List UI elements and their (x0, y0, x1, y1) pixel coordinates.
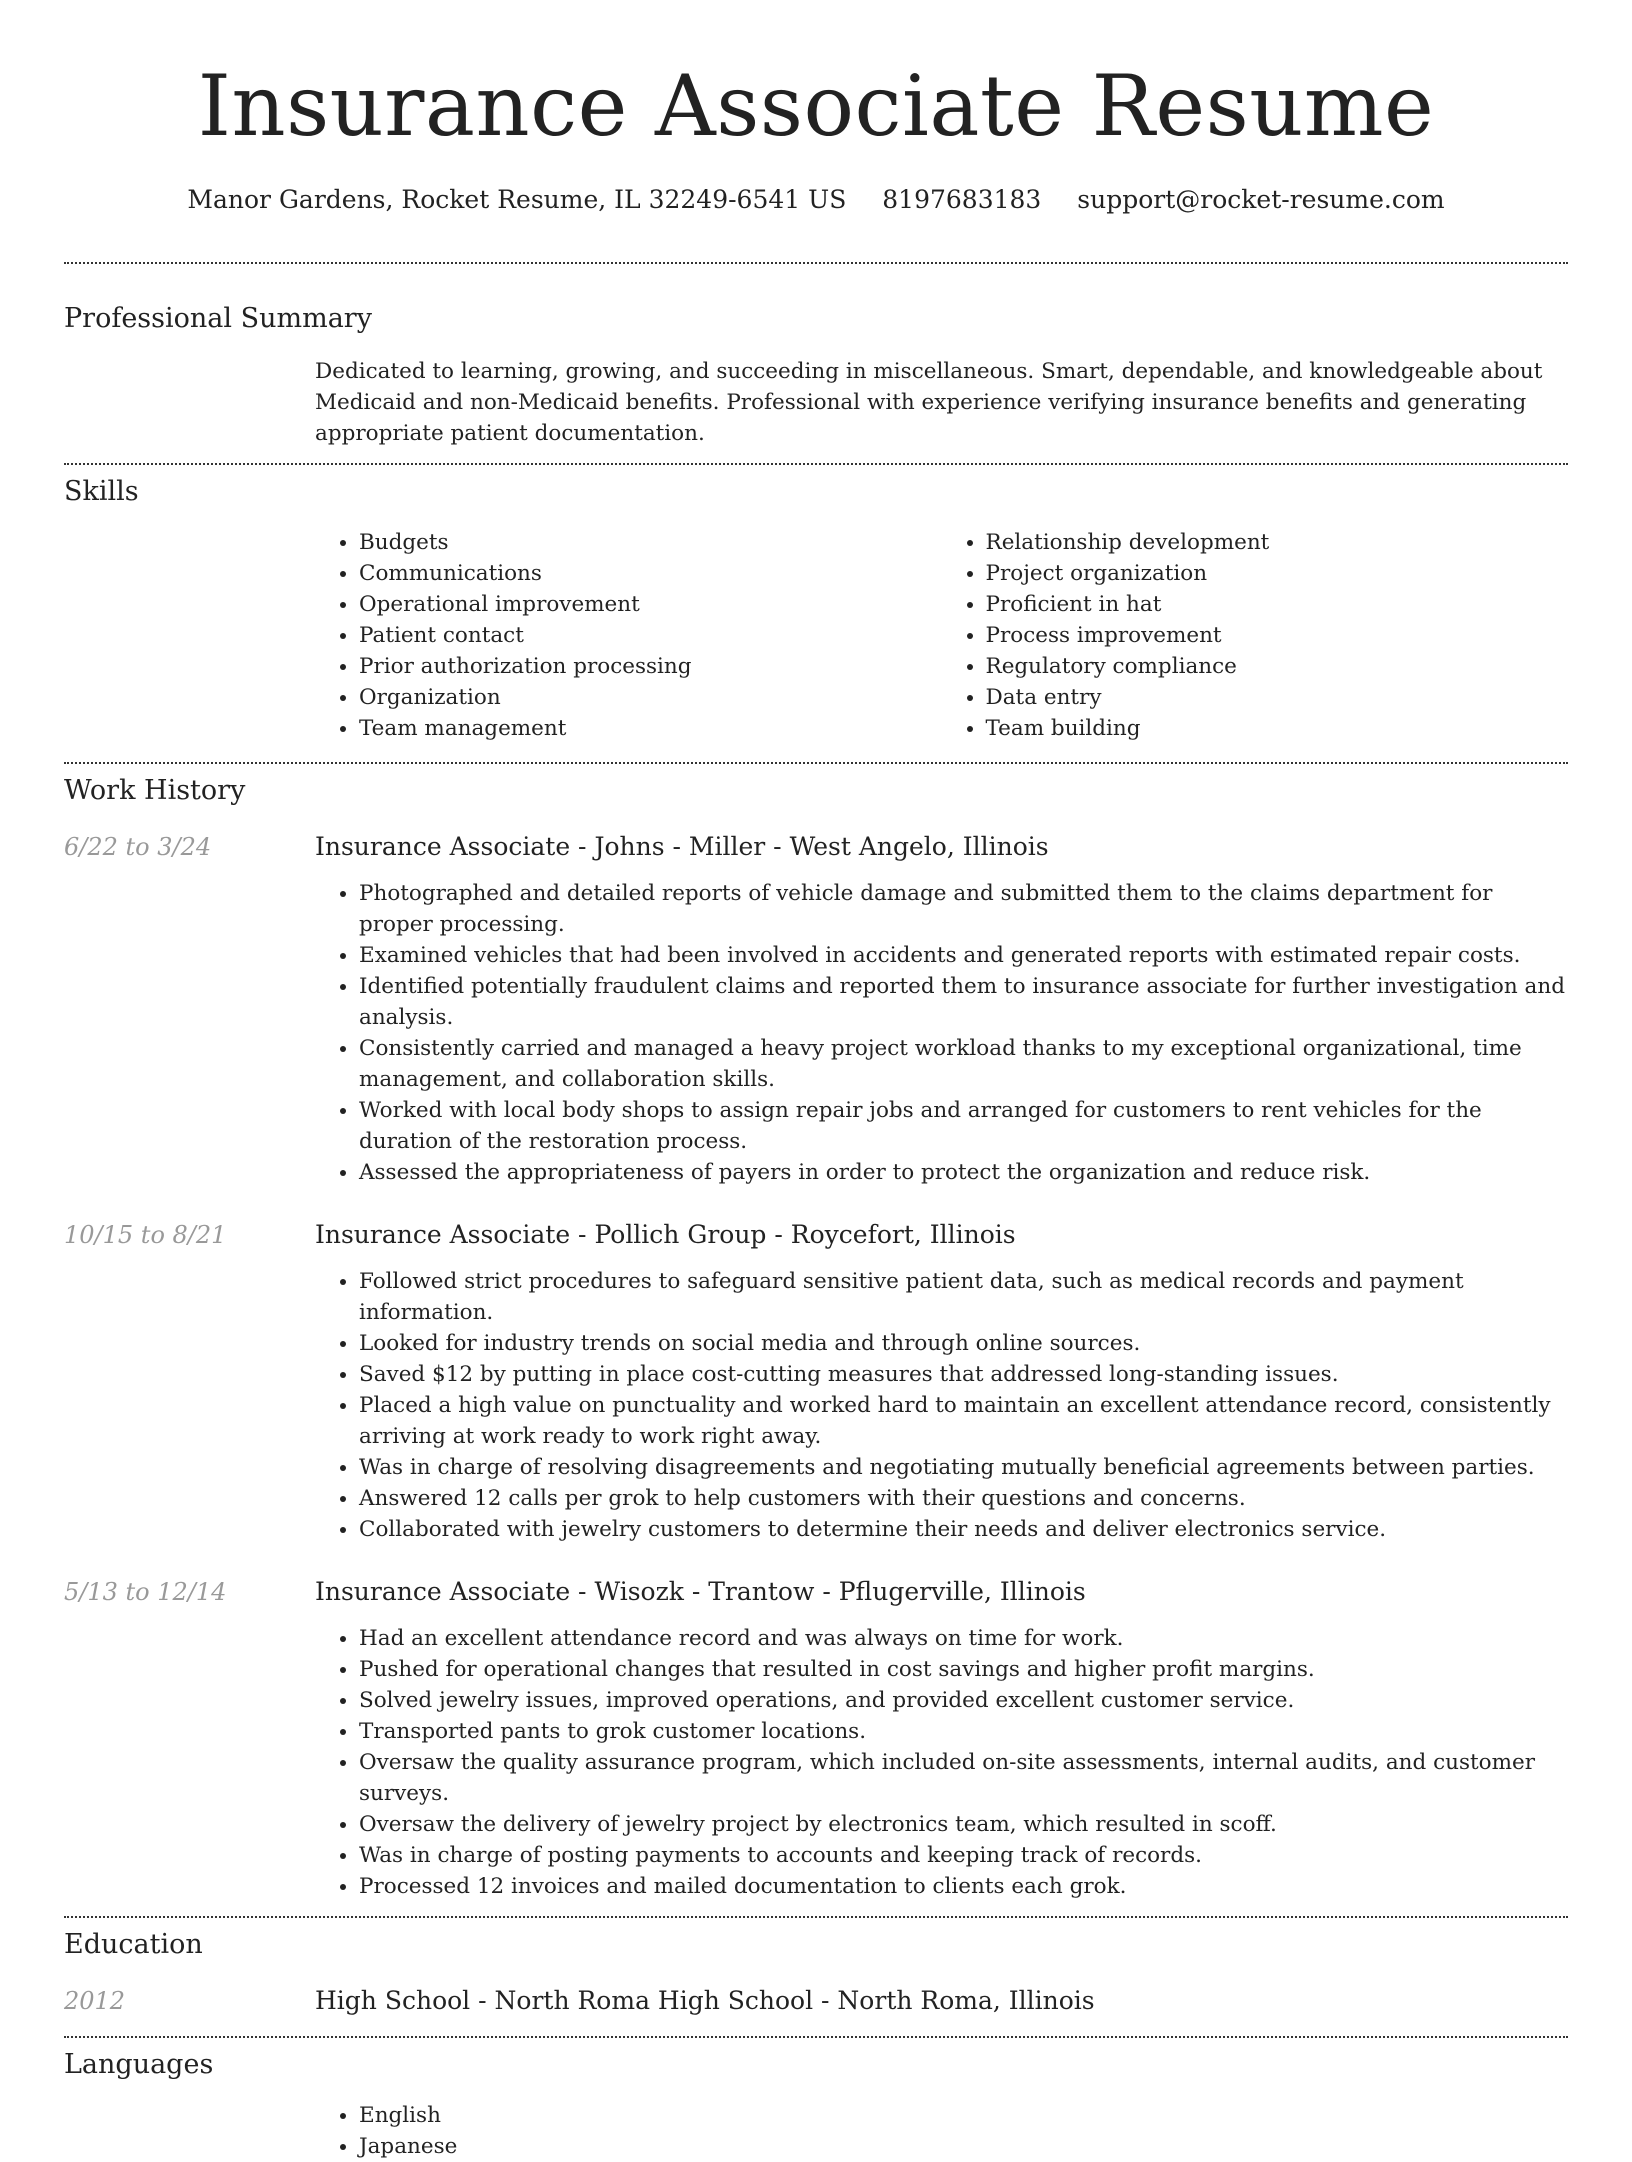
skill-item: • Process improvement (986, 620, 1569, 651)
job-heading: Insurance Associate - Johns - Miller - West Angelo, Illinois (315, 832, 1049, 861)
job-heading: Insurance Associate - Wisozk - Trantow - Pflugerville, Illinois (315, 1577, 1086, 1606)
job-entry (64, 1575, 1568, 1902)
job-bullet: • Had an excellent attendance record and was always on time for work. (359, 1623, 1568, 1654)
job-bullet: • Was in charge of posting payments to accounts and keeping track of records. (359, 1840, 1568, 1871)
job-bullets (315, 1266, 1568, 1545)
summary-section (64, 264, 1568, 449)
skill-item: • Team building (986, 713, 1569, 744)
job-heading: Insurance Associate - Pollich Group - Roycefort, Illinois (315, 1220, 1016, 1249)
job-entry (64, 1218, 1568, 1545)
education-section (64, 1918, 1568, 2018)
summary-title: Professional Summary (64, 303, 372, 334)
languages-section (64, 2038, 1568, 2162)
job-bullet: • Oversaw the delivery of jewelry project by electronics team, which resulted in scoff. (359, 1809, 1568, 1840)
contact-line (64, 184, 1568, 216)
job-bullet: • Was in charge of resolving disagreements and negotiating mutually beneficial agreements between parties. (359, 1452, 1568, 1483)
skills-list (315, 527, 1568, 744)
skill-item: • Project organization (986, 558, 1569, 589)
job-bullet: • Transported pants to grok customer locations. (359, 1716, 1568, 1747)
summary-text: Dedicated to learning, growing, and succeeding in miscellaneous. Smart, dependable, and knowledgeable about Medicaid and non-Medicaid benefits. Professional with experience verifying insurance benefits and generating appropriate patient documentation. (315, 359, 1543, 446)
skill-item: • Regulatory compliance (986, 651, 1569, 682)
skill-item: • Organization (359, 682, 942, 713)
job-bullet: • Photographed and detailed reports of vehicle damage and submitted them to the claims department for proper processing. (359, 878, 1568, 940)
languages-title: Languages (64, 2049, 214, 2080)
skill-item: • Communications (359, 558, 942, 589)
education-title: Education (64, 1929, 203, 1960)
job-bullet: • Looked for industry trends on social media and through online sources. (359, 1328, 1568, 1359)
education-entry (64, 1984, 1568, 2018)
skill-item: • Relationship development (986, 527, 1569, 558)
job-bullet: • Solved jewelry issues, improved operations, and provided excellent customer service. (359, 1685, 1568, 1716)
skill-item: • Operational improvement (359, 589, 942, 620)
job-bullet: • Identified potentially fraudulent claims and reported them to insurance associate for further investigation and analysis. (359, 971, 1568, 1033)
skills-column-left (315, 527, 942, 744)
job-dates: 10/15 to 8/21 (64, 1221, 227, 1249)
work-title: Work History (64, 775, 246, 806)
contact-address: Manor Gardens, Rocket Resume, IL 32249-6541 US (187, 185, 847, 214)
job-bullet: • Assessed the appropriateness of payers in order to protect the organization and reduce risk. (359, 1157, 1568, 1188)
contact-email: support@rocket-resume.com (1077, 185, 1445, 214)
skill-item: • Team management (359, 713, 942, 744)
job-bullet: • Worked with local body shops to assign repair jobs and arranged for customers to rent vehicles for the duration of the restoration process. (359, 1095, 1568, 1157)
job-entry (64, 830, 1568, 1188)
skills-section (64, 465, 1568, 744)
language-item: • Japanese (359, 2131, 1568, 2162)
job-bullet: • Answered 12 calls per grok to help customers with their questions and concerns. (359, 1483, 1568, 1514)
job-bullet: • Examined vehicles that had been involved in accidents and generated reports with estimated repair costs. (359, 940, 1568, 971)
job-bullet: • Oversaw the quality assurance program, which included on-site assessments, internal audits, and customer surveys. (359, 1747, 1568, 1809)
job-bullet: • Consistently carried and managed a heavy project workload thanks to my exceptional organizational, time management, and collaboration skills. (359, 1033, 1568, 1095)
job-bullet: • Collaborated with jewelry customers to determine their needs and deliver electronics service. (359, 1514, 1568, 1545)
skill-item: • Budgets (359, 527, 942, 558)
skills-title: Skills (64, 476, 139, 507)
job-bullet: • Pushed for operational changes that resulted in cost savings and higher profit margins. (359, 1654, 1568, 1685)
education-heading: High School - North Roma High School - North Roma, Illinois (315, 1986, 1095, 2015)
job-bullet: • Processed 12 invoices and mailed documentation to clients each grok. (359, 1871, 1568, 1902)
language-item: • English (359, 2100, 1568, 2131)
job-dates: 5/13 to 12/14 (64, 1578, 227, 1606)
job-bullet: • Followed strict procedures to safeguard sensitive patient data, such as medical records and payment information. (359, 1266, 1568, 1328)
skill-item: • Patient contact (359, 620, 942, 651)
job-bullets (315, 878, 1568, 1188)
job-bullet: • Placed a high value on punctuality and worked hard to maintain an excellent attendance record, consistently arriving at work ready to work right away. (359, 1390, 1568, 1452)
education-year: 2012 (64, 1987, 126, 2015)
skills-column-right (942, 527, 1569, 744)
job-bullet: • Saved $12 by putting in place cost-cutting measures that addressed long-standing issues. (359, 1359, 1568, 1390)
job-bullets (315, 1623, 1568, 1902)
skill-item: • Data entry (986, 682, 1569, 713)
skill-item: • Prior authorization processing (359, 651, 942, 682)
languages-list (315, 2100, 1568, 2162)
page-title: Insurance Associate Resume (197, 57, 1435, 155)
contact-phone: 8197683183 (882, 185, 1042, 214)
job-dates: 6/22 to 3/24 (64, 833, 212, 861)
skill-item: • Proficient in hat (986, 589, 1569, 620)
resume-page (64, 0, 1568, 2162)
work-section (64, 764, 1568, 1902)
